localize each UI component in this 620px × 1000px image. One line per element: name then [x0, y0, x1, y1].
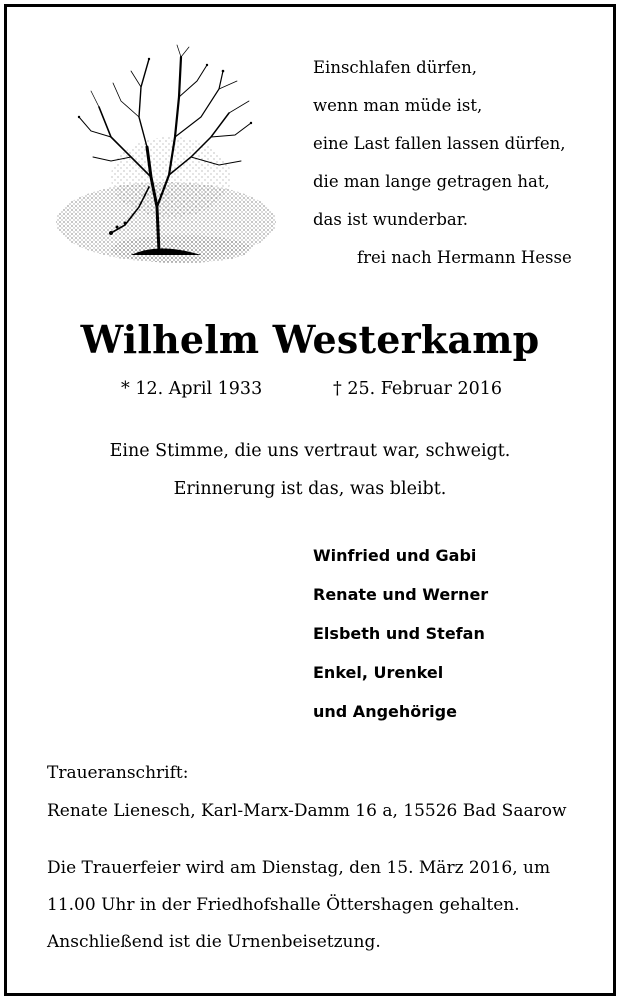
poem-line: das ist wunderbar. — [313, 210, 469, 229]
mourner-entry: Enkel, Urenkel — [313, 663, 444, 682]
death-date: † 25. Februar 2016 — [333, 379, 502, 399]
poem-line: Einschlafen dürfen, — [313, 58, 477, 77]
mourner-entry: Winfried und Gabi — [313, 546, 477, 565]
mourner-entry: und Angehörige — [313, 702, 457, 721]
mourners-list — [313, 543, 488, 738]
poem-attribution: frei nach Hermann Hesse — [357, 248, 572, 267]
address-label: Traueranschrift: — [47, 763, 189, 783]
deceased-name: Wilhelm Westerkamp — [80, 317, 540, 362]
mourner-entry: Elsbeth und Stefan — [313, 624, 485, 643]
memorial-quote-line-1: Eine Stimme, die uns vertraut war, schweigt. — [109, 441, 511, 461]
poem-line: wenn man müde ist, — [313, 96, 483, 115]
tree-illustration-icon — [51, 37, 301, 287]
poem-line: eine Last fallen lassen dürfen, — [313, 134, 566, 153]
poem-line: die man lange getragen hat, — [313, 172, 550, 191]
memorial-quote-line-2: Erinnerung ist das, was bleibt. — [173, 479, 447, 499]
mourner-entry: Renate und Werner — [313, 585, 489, 604]
poem — [313, 53, 613, 281]
obituary-notice — [4, 4, 616, 996]
service-line: Die Trauerfeier wird am Dienstag, den 15. März 2016, um — [47, 858, 551, 878]
service-line: Anschließend ist die Urnenbeisetzung. — [47, 932, 381, 952]
address-value: Renate Lienesch, Karl-Marx-Damm 16 a, 15526 Bad Saarow — [47, 801, 567, 821]
service-line: 11.00 Uhr in der Friedhofshalle Öttershagen gehalten. — [47, 895, 520, 915]
birth-date: * 12. April 1933 — [121, 379, 263, 399]
funeral-service-info — [47, 855, 550, 966]
